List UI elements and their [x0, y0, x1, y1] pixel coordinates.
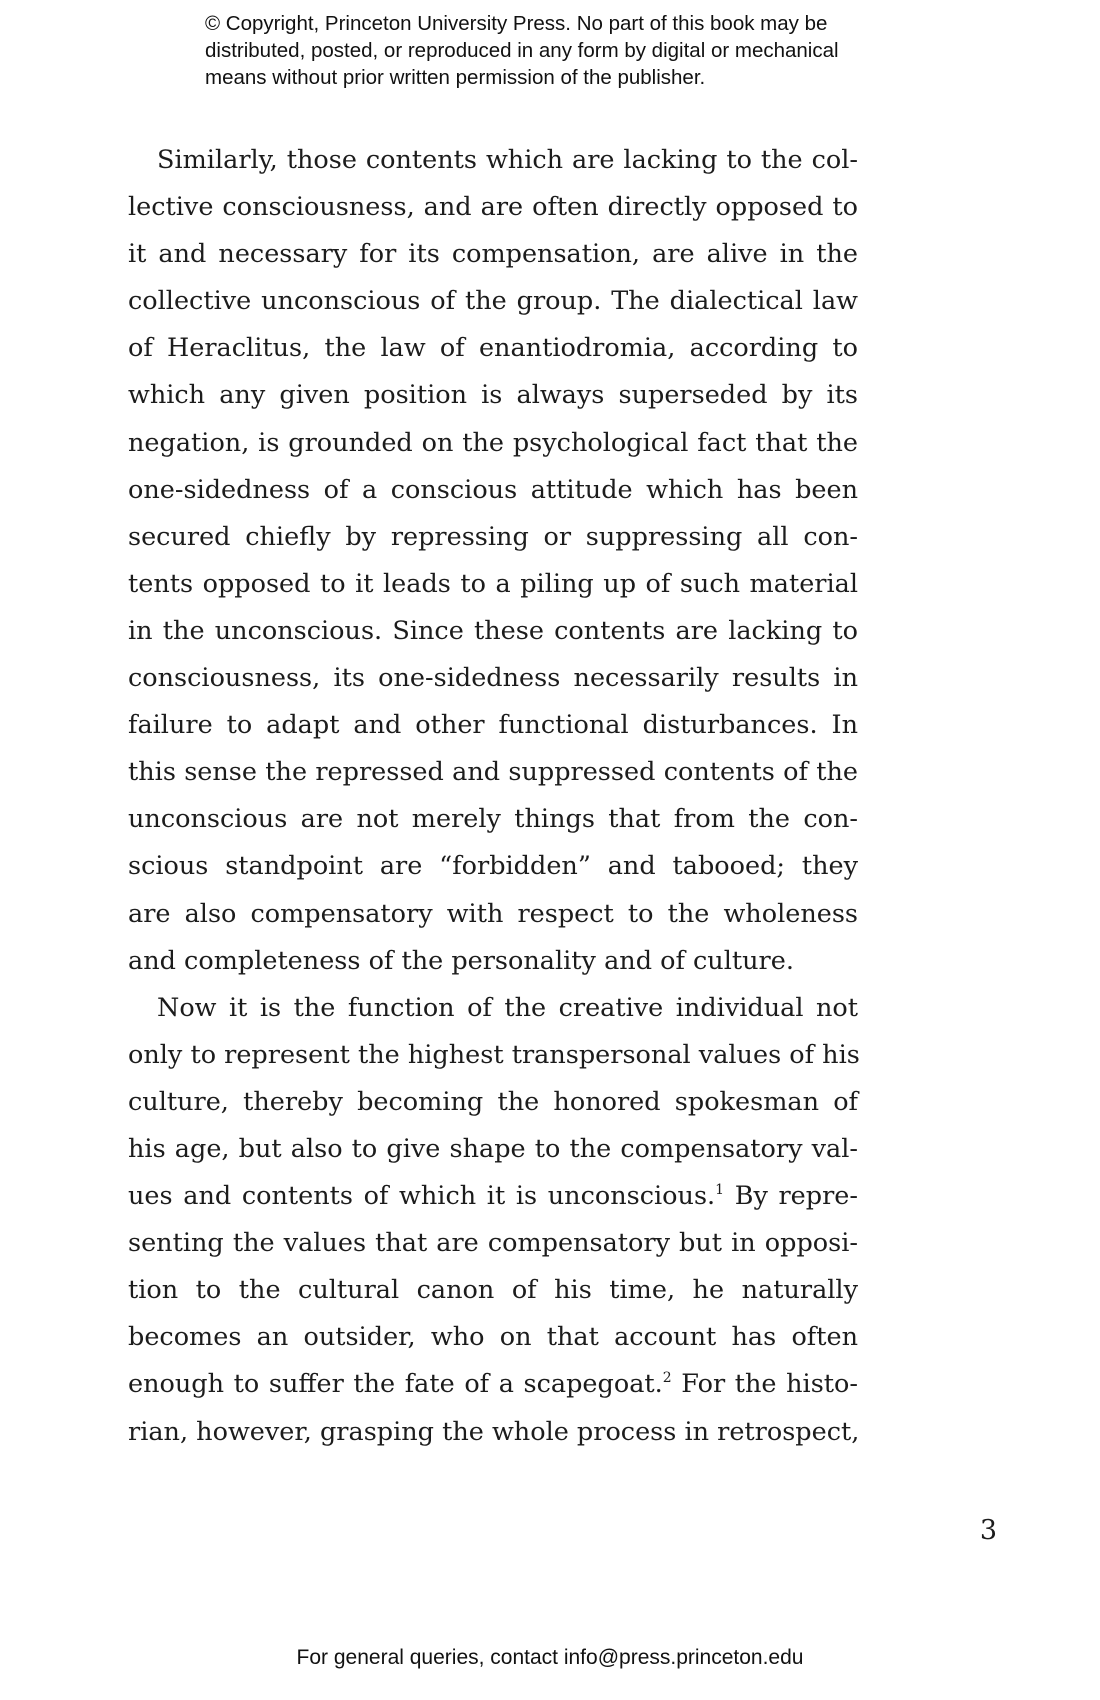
text-line: unconscious are not merely things that from the con- — [128, 804, 858, 835]
text-segment: enough to suffer the fate of a scapegoat. — [128, 1369, 663, 1400]
text-line: culture, thereby becoming the honored spokesman of — [128, 1086, 858, 1117]
paragraph-2 — [128, 985, 858, 1456]
text-segment: ues and contents of which it is unconscious. — [128, 1181, 716, 1212]
copyright-line: © Copyright, Princeton University Press. No part of this book may be — [205, 12, 828, 35]
text-line: consciousness, its one-sidedness necessarily results in — [128, 663, 858, 694]
text-line: in the unconscious. Since these contents are lacking to — [128, 615, 858, 646]
text-line: tents opposed to it leads to a piling up of such material — [128, 568, 858, 599]
paragraph-1 — [128, 137, 858, 985]
text-line — [128, 1173, 858, 1220]
text-line: Now it is the function of the creative individual not — [157, 992, 858, 1023]
text-line: one-sidedness of a conscious attitude which has been — [128, 474, 858, 505]
footnote-marker[interactable]: 1 — [715, 1182, 725, 1199]
page-number: 3 — [979, 1515, 997, 1546]
copyright-line: distributed, posted, or reproduced in any form by digital or mechanical — [205, 39, 839, 62]
body-text — [128, 137, 858, 1456]
text-line: senting the values that are compensatory but in opposi- — [128, 1228, 858, 1259]
text-segment: For the histo- — [671, 1369, 858, 1400]
text-line: scious standpoint are “forbidden” and tabooed; they — [128, 851, 858, 882]
footer-contact: For general queries, contact info@press.princeton.edu — [296, 1646, 804, 1669]
text-segment: By repre- — [724, 1181, 858, 1212]
text-line: this sense the repressed and suppressed contents of the — [128, 757, 858, 788]
text-line — [128, 1361, 858, 1408]
copyright-notice — [205, 10, 925, 91]
text-line: failure to adapt and other functional disturbances. In — [128, 710, 858, 741]
text-line: only to represent the highest transpersonal values of his — [128, 1039, 860, 1070]
text-line: collective unconscious of the group. The dialectical law — [128, 286, 858, 317]
text-line: negation, is grounded on the psychological fact that the — [128, 427, 858, 458]
text-line: of Heraclitus, the law of enantiodromia, according to — [128, 333, 858, 364]
text-line: becomes an outsider, who on that account has often — [128, 1322, 858, 1353]
text-line: rian, however, grasping the whole process in retrospect, — [128, 1416, 860, 1447]
text-line: and completeness of the personality and of culture. — [128, 945, 794, 976]
text-line: are also compensatory with respect to the wholeness — [128, 898, 858, 929]
text-line: lective consciousness, and are often directly opposed to — [128, 192, 858, 223]
text-line: which any given position is always superseded by its — [128, 380, 858, 411]
text-line: his age, but also to give shape to the compensatory val- — [128, 1133, 858, 1164]
copyright-line: means without prior written permission of the publisher. — [205, 66, 706, 89]
footnote-marker[interactable]: 2 — [662, 1370, 672, 1387]
text-line: tion to the cultural canon of his time, he naturally — [128, 1275, 858, 1306]
text-line: Similarly, those contents which are lacking to the col- — [157, 145, 858, 175]
text-line: it and necessary for its compensation, are alive in the — [128, 239, 858, 270]
text-line: secured chiefly by repressing or suppressing all con- — [128, 521, 858, 552]
